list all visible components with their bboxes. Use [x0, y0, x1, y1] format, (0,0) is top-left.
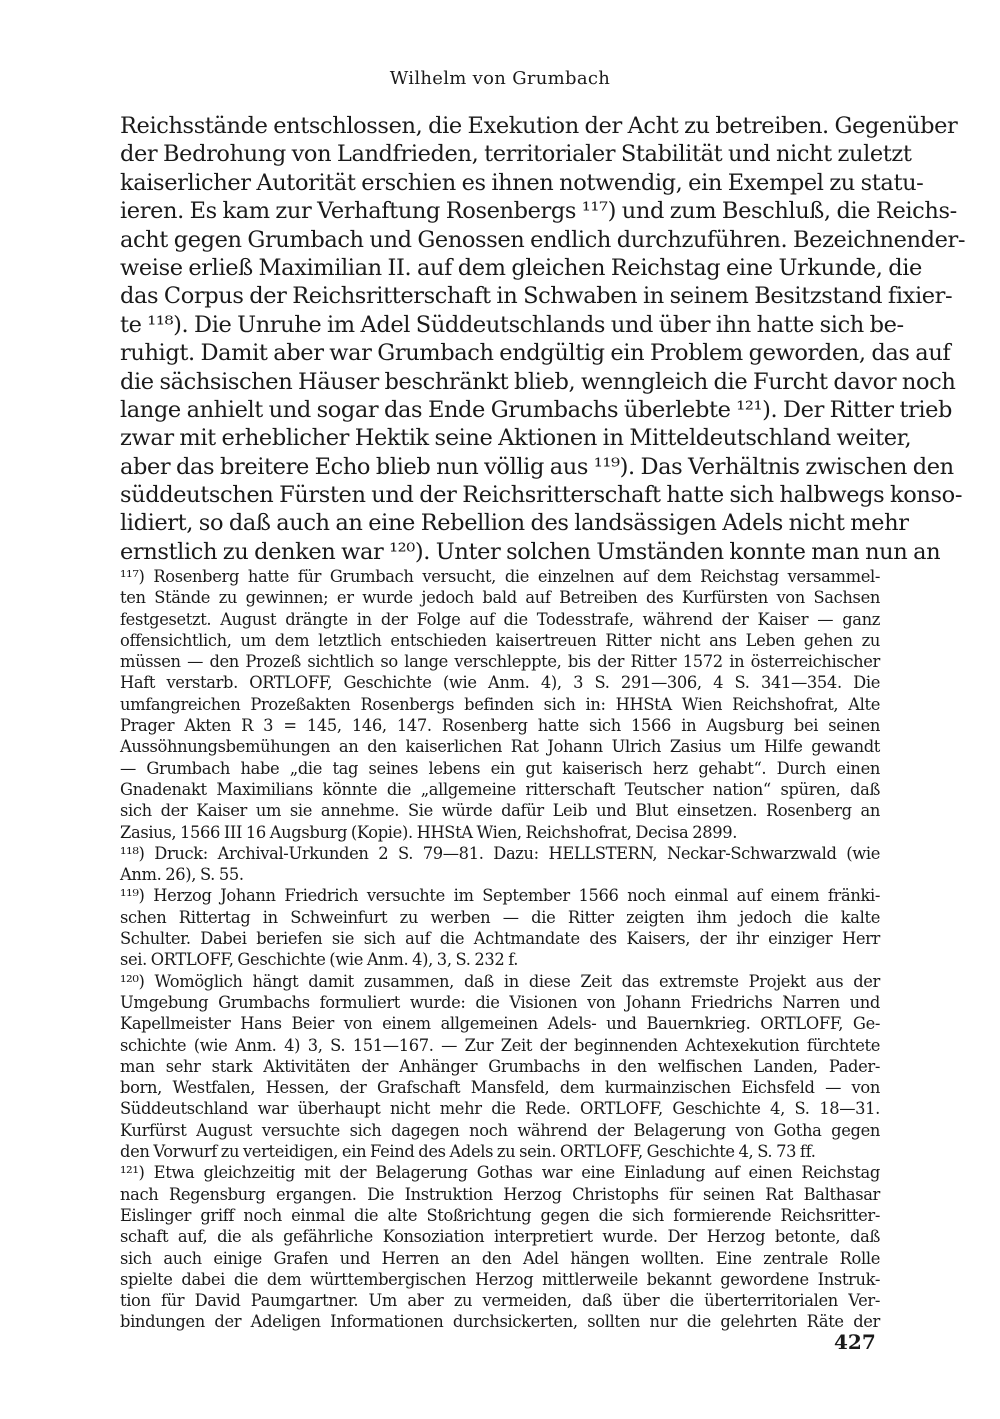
footnote-line: Prager Akten R 3 = 145, 146, 147. Rosenberg hatte sich 1566 in Augsburg bei seinen: [120, 716, 880, 736]
footnote-line: offensichtlich, um dem letztlich entschieden kaisertreuen Ritter nicht ans Leben gehen zu: [120, 630, 880, 650]
text-line: ernstlich zu denken war ¹²⁰). Unter solchen Umständen konnte man nun an: [120, 538, 941, 565]
footnote-line: Eislinger griff noch einmal die alte Stoßrichtung gegen die sich formierende Reichsritter-: [120, 1205, 880, 1225]
page-number: 427: [834, 1330, 876, 1354]
footnote-line: festgesetzt. August drängte in der Folge auf die Todesstrafe, während der Kaiser — ganz: [120, 609, 880, 629]
text-line: weise erließ Maximilian II. auf dem gleichen Reichstag eine Urkunde, die: [120, 254, 922, 281]
footnote-line: ten Stände zu gewinnen; er wurde jedoch bald auf Betreiben des Kurfürsten von Sachsen: [120, 588, 880, 608]
footnote-line: schaft auf, die als gefährliche Konsoziation interpretiert wurde. Der Herzog betonte, daß: [120, 1227, 880, 1247]
footnote-line: tion für David Paumgartner. Um aber zu vermeiden, daß über die überterritorialen Ver-: [120, 1291, 880, 1311]
footnote-line: schen Rittertag in Schweinfurt zu werben — die Ritter zeigten ihm jedoch die kalte: [120, 907, 880, 927]
footnote-line: müssen — den Prozeß sichtlich so lange verschleppte, bis der Ritter 1572 in österreichischer: [120, 652, 880, 672]
text-line: kaiserlicher Autorität erschien es ihnen notwendig, ein Exempel zu statu-: [120, 169, 924, 196]
running-head: Wilhelm von Grumbach: [389, 68, 611, 89]
footnote-line: — Grumbach habe „die tag seines lebens ein gut kaiserisch herz gehabt“. Durch einen: [120, 758, 880, 778]
footnote-line: ¹¹⁸) Druck: Archival-Urkunden 2 S. 79—81. Dazu: HELLSTERN, Neckar-Schwarzwald (wie: [120, 843, 880, 863]
footnote-line: Kurfürst August versuchte sich dagegen noch während der Belagerung von Gotha gegen: [120, 1120, 880, 1140]
footnote-line: ¹²⁰) Womöglich hängt damit zusammen, daß in diese Zeit das extremste Projekt aus der: [120, 971, 880, 991]
text-line: das Corpus der Reichsritterschaft in Schwaben in seinem Besitzstand fixier-: [120, 283, 953, 310]
text-line: zwar mit erheblicher Hektik seine Aktionen in Mitteldeutschland weiter,: [120, 425, 912, 452]
footnote-line: Schulter. Dabei beriefen sie sich auf die Achtmandate des Kaisers, der ihr einziger Herr: [120, 929, 880, 949]
text-line: lange anhielt und sogar das Ende Grumbachs überlebte ¹²¹). Der Ritter trieb: [120, 396, 953, 423]
text-line: der Bedrohung von Landfrieden, territorialer Stabilität und nicht zuletzt: [120, 141, 912, 168]
footnote-line: spielte dabei die dem württembergischen Herzog mittlerweile bekannt gewordene Instruk-: [120, 1269, 880, 1289]
footnote-line: sich auch einige Grafen und Herren an den Adel hängen wollten. Eine zentrale Rolle: [120, 1248, 880, 1268]
footnote-line: man sehr stark Aktivitäten der Anhänger Grumbachs in den welfischen Landen, Pader-: [120, 1056, 880, 1076]
footnote-line: ¹¹⁹) Herzog Johann Friedrich versuchte im September 1566 noch einmal auf einem fränki-: [120, 886, 880, 906]
text-line: ieren. Es kam zur Verhaftung Rosenbergs ¹¹⁷) und zum Beschluß, die Reichs-: [120, 198, 957, 225]
footnote-line: Zasius, 1566 III 16 Augsburg (Kopie). HHStA Wien, Reichshofrat, Decisa 2899.: [120, 822, 738, 842]
footnote-line: ¹²¹) Etwa gleichzeitig mit der Belagerung Gothas war eine Einladung auf einen Reichstag: [120, 1163, 880, 1183]
footnote-line: Haft verstarb. ORTLOFF, Geschichte (wie Anm. 4), 3 S. 291—306, 4 S. 341—354. Die: [120, 673, 880, 693]
main-text: [120, 112, 966, 566]
footnote-line: den Vorwurf zu verteidigen, ein Feind des Adels zu sein. ORTLOFF, Geschichte 4, S. 73 ff.: [120, 1142, 816, 1162]
text-line: te ¹¹⁸). Die Unruhe im Adel Süddeutschlands und über ihn hatte sich be-: [120, 311, 904, 338]
text-line: süddeutschen Fürsten und der Reichsritterschaft hatte sich halbwegs konso-: [120, 482, 963, 509]
footnote-line: nach Regensburg ergangen. Die Instruktion Herzog Christophs für seinen Rat Balthasar: [120, 1184, 880, 1204]
footnote-line: sei. ORTLOFF, Geschichte (wie Anm. 4), 3, S. 232 f.: [120, 950, 519, 970]
footnote-line: ¹¹⁷) Rosenberg hatte für Grumbach versucht, die einzelnen auf dem Reichstag versammel-: [120, 567, 880, 586]
footnotes: [120, 566, 880, 1333]
footnote-line: Süddeutschland war überhaupt nicht mehr die Rede. ORTLOFF, Geschichte 4, S. 18—31.: [120, 1099, 880, 1119]
footnote-line: Anm. 26), S. 55.: [120, 865, 244, 885]
footnote-line: born, Westfalen, Hessen, der Grafschaft Mansfeld, dem kurmainzischen Eichsfeld — von: [120, 1078, 880, 1098]
text-line: lidiert, so daß auch an eine Rebellion des landsässigen Adels nicht mehr: [120, 510, 909, 537]
text-line: die sächsischen Häuser beschränkt blieb, wenngleich die Furcht davor noch: [120, 368, 956, 395]
text-line: aber das breitere Echo blieb nun völlig aus ¹¹⁹). Das Verhältnis zwischen den: [120, 453, 954, 480]
footnote-line: Gnadenakt Maximilians könnte die „allgemeine ritterschaft Teutscher nation“ spüren, daß: [120, 779, 880, 799]
footnote-line: bindungen der Adeligen Informationen durchsickerten, sollten nur die gelehrten Räte der: [120, 1312, 880, 1332]
footnote-line: Aussöhnungsbemühungen an den kaiserlichen Rat Johann Ulrich Zasius um Hilfe gewandt: [120, 737, 880, 757]
text-line: acht gegen Grumbach und Genossen endlich durchzuführen. Bezeichnender-: [120, 226, 966, 253]
footnote-line: schichte (wie Anm. 4) 3, S. 151—167. — Zur Zeit der beginnenden Achtexekution fürchtete: [120, 1035, 880, 1055]
text-line: Reichsstände entschlossen, die Exekution der Acht zu betreiben. Gegenüber: [120, 113, 958, 139]
footnote-line: sich der Kaiser um sie annehme. Sie würde dafür Leib und Blut einsetzen. Rosenberg an: [120, 801, 880, 821]
text-line: ruhigt. Damit aber war Grumbach endgültig ein Problem geworden, das auf: [120, 340, 951, 367]
footnote-line: umfangreichen Prozeßakten Rosenbergs befinden sich in: HHStA Wien Reichshofrat, Alte: [120, 694, 880, 714]
footnote-line: Umgebung Grumbachs formuliert wurde: die Visionen von Johann Friedrichs Narren und: [120, 992, 880, 1012]
footnote-line: Kapellmeister Hans Beier von einem allgemeinen Adels- und Bauernkrieg. ORTLOFF, Ge-: [120, 1014, 880, 1034]
